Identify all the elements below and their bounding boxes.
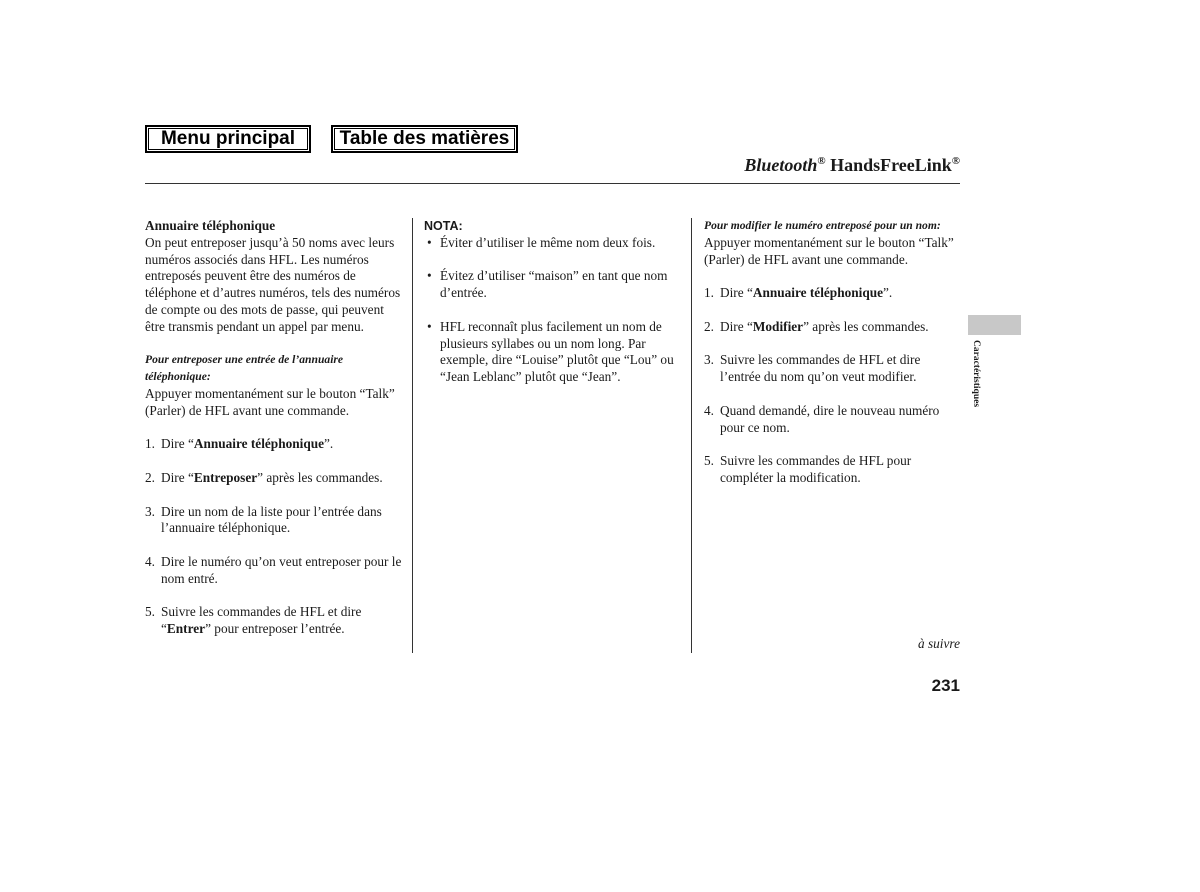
page-number: 231 (931, 676, 960, 695)
step-text: Dire “ (161, 469, 194, 485)
step-text: ”. (883, 285, 893, 301)
subsection-heading: Pour entreposer une entrée de l’annuaire téléphonique: (145, 353, 344, 384)
title-bluetooth: Bluetooth (744, 155, 818, 175)
instruction-paragraph: Appuyer momentanément sur le bouton “Talk” (Parler) de HFL avant une commande. (704, 234, 954, 267)
continued-label: à suivre (918, 636, 960, 651)
step-text: Dire “ (720, 285, 753, 301)
step-text: Dire “ (720, 318, 753, 334)
step-text: Dire “ (161, 436, 194, 452)
step-item (145, 436, 405, 453)
note-item (424, 268, 682, 302)
step-command: Annuaire téléphonique (193, 436, 325, 452)
step-item (704, 319, 960, 336)
column-notes (424, 218, 682, 386)
step-command: Entreposer (193, 469, 258, 485)
bullet-icon: • (427, 234, 432, 250)
step-number: 3. (704, 352, 714, 368)
step-command: Annuaire téléphonique (752, 285, 884, 301)
step-number: 4. (704, 402, 714, 418)
step-number: 1. (704, 285, 714, 301)
step-number: 4. (145, 553, 155, 569)
column-phonebook-store (145, 218, 405, 638)
registered-mark: ® (951, 155, 960, 167)
column-phonebook-modify (704, 218, 960, 487)
step-item (704, 403, 960, 437)
instruction-paragraph: Appuyer momentanément sur le bouton “Talk” (Parler) de HFL avant une commande. (145, 385, 395, 418)
section-heading: Annuaire téléphonique (145, 218, 276, 233)
page-title (744, 155, 960, 176)
step-text: Dire le numéro qu’on veut entreposer pour le nom entré. (161, 553, 402, 586)
note-item (424, 319, 682, 386)
note-text: Éviter d’utiliser le même nom deux fois. (440, 234, 656, 250)
step-item (145, 470, 405, 487)
column-divider (691, 218, 692, 653)
step-text: ” après les commandes. (803, 318, 929, 334)
step-text: ”. (324, 436, 334, 452)
step-number: 5. (704, 453, 714, 469)
step-text: Dire un nom de la liste pour l’entrée dans l’annuaire téléphonique. (161, 503, 382, 536)
step-command: Modifier (752, 318, 804, 334)
title-handsfreelink: HandsFreeLink (825, 155, 952, 175)
note-item (424, 235, 682, 252)
step-text: ” après les commandes. (257, 469, 383, 485)
column-divider (412, 218, 413, 653)
nota-label: NOTA: (424, 219, 463, 233)
step-number: 5. (145, 604, 155, 620)
step-text: Quand demandé, dire le nouveau numéro pour ce nom. (720, 402, 940, 435)
step-number: 2. (145, 469, 155, 485)
step-item (704, 285, 960, 302)
step-item (704, 453, 960, 487)
note-text: Évitez d’utiliser “maison” en tant que nom d’entrée. (440, 268, 668, 301)
step-number: 3. (145, 503, 155, 519)
step-command: Entrer (166, 621, 206, 637)
intro-paragraph: On peut entreposer jusqu’à 50 noms avec leurs numéros associés dans HFL. Les numéros entreposés peuvent être des numéros de téléphone et d’autres numéros, tels des numéros de compte ou des mots de passe, qui peuvent être transmis pendant un appel par menu. (145, 234, 401, 334)
step-number: 2. (704, 318, 714, 334)
note-text: HFL reconnaît plus facilement un nom de plusieurs syllabes ou un nom long. Par exemple, dire “Louise” plutôt que “Lou” ou “Jean Leblanc” plutôt que “Jean”. (440, 318, 674, 385)
step-number: 1. (145, 436, 155, 452)
step-item (145, 504, 405, 538)
registered-mark: ® (817, 155, 826, 167)
step-item (704, 352, 960, 386)
bullet-icon: • (427, 318, 432, 334)
section-side-label: Caractéristiques (971, 340, 981, 408)
step-text: Suivre les commandes de HFL et dire “ (161, 604, 362, 637)
bullet-icon: • (427, 268, 432, 284)
header-divider (145, 183, 960, 184)
step-text: Suivre les commandes de HFL pour compléter la modification. (720, 453, 912, 485)
step-item (145, 554, 405, 588)
table-of-contents-button[interactable] (331, 125, 518, 153)
main-menu-button[interactable] (145, 125, 311, 153)
subsection-heading: Pour modifier le numéro entreposé pour un nom: (704, 219, 941, 232)
section-tab-marker (968, 315, 1021, 335)
step-text: Suivre les commandes de HFL et dire l’entrée du nom qu’on veut modifier. (720, 352, 921, 385)
step-text: ” pour entreposer l’entrée. (205, 621, 345, 637)
main-menu-button-label: Menu principal (148, 128, 308, 150)
step-item (145, 604, 405, 638)
table-of-contents-button-label: Table des matières (334, 128, 515, 150)
